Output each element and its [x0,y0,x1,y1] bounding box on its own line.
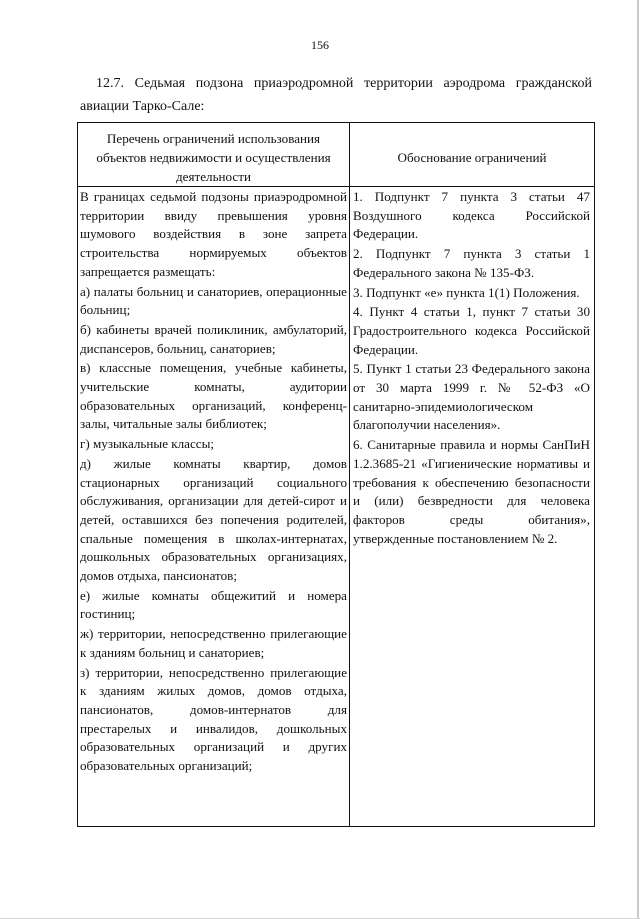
restriction-item-e: е) жилые комнаты общежитий и номера гостиниц; [80,587,347,622]
header-justification: Обоснование ограничений [350,123,595,187]
restriction-item-d: д) жилые комнаты квартир, домов стационарных организаций социального обслуживания, организации для детей-сирот и детей, оставшихся без попечения родителей, спальные помещения в школах-интернатах, дошкольных образовательных организациях, домов отдыха, пансионатов; [80,455,347,584]
justification-2: 2. Подпункт 7 пункта 3 статьи 1 Федерального закона № 135-ФЗ. [353,246,590,280]
section-heading: 12.7. Седьмая подзона приаэродромной территории аэродрома гражданской авиации Тарко-Сале: [80,76,592,114]
justification-5: 5. Пункт 1 статьи 23 Федерального закона от 30 марта 1999 г. № 52-ФЗ «О санитарно-эпидемиологическом благополучии населения». [353,361,590,433]
restriction-intro: В границах седьмой подзоны приаэродромной территории ввиду превышения уровня шумового воздействия в зоне запрета строительства нормируемых объектов запрещается размещать: [80,189,347,279]
restriction-item-a: а) палаты больниц и санаториев, операционные больниц; [80,283,347,318]
justification-1: 1. Подпункт 7 пункта 3 статьи 47 Воздушного кодекса Российской Федерации. [353,189,590,242]
justifications-cell [350,187,595,827]
justification-4: 4. Пункт 4 статьи 1, пункт 7 статьи 30 Градостроительного кодекса Российской Федерации. [353,304,590,357]
restriction-item-v: в) классные помещения, учебные кабинеты, учительские комнаты, аудитории образовательных организаций, конференц-залы, читальные залы библиотек; [80,360,347,432]
restriction-item-zh: ж) территории, непосредственно прилегающие к зданиям больниц и санаториев; [80,626,347,660]
scan-right-edge [637,0,639,919]
table-row [78,187,595,827]
header-restrictions: Перечень ограничений использования объектов недвижимости и осуществления деятельности [78,123,350,187]
restriction-item-z: з) территории, непосредственно прилегающие к зданиям жилых домов, домов отдыха, пансионатов, домов-интернатов для престарелых и инвалидов, дошкольных образовательных организаций и других образовательных организаций; [80,664,347,774]
justification-6: 6. Санитарные правила и нормы СанПиН 1.2.3685-21 «Гигиенические нормативы и требования к обеспечению безопасности и (или) безвредности для человека факторов среды обитания», утвержденные постановлением № 2. [353,437,590,546]
restriction-item-g: г) музыкальные классы; [80,436,215,452]
restrictions-table [77,122,595,827]
justification-3: 3. Подпункт «е» пункта 1(1) Положения. [353,284,580,300]
page-number: 156 [311,38,329,52]
restrictions-cell [78,187,350,827]
table-header-row [78,123,595,187]
restriction-item-b: б) кабинеты врачей поликлиник, амбулаторий, диспансеров, больниц, санаториев; [80,321,347,356]
